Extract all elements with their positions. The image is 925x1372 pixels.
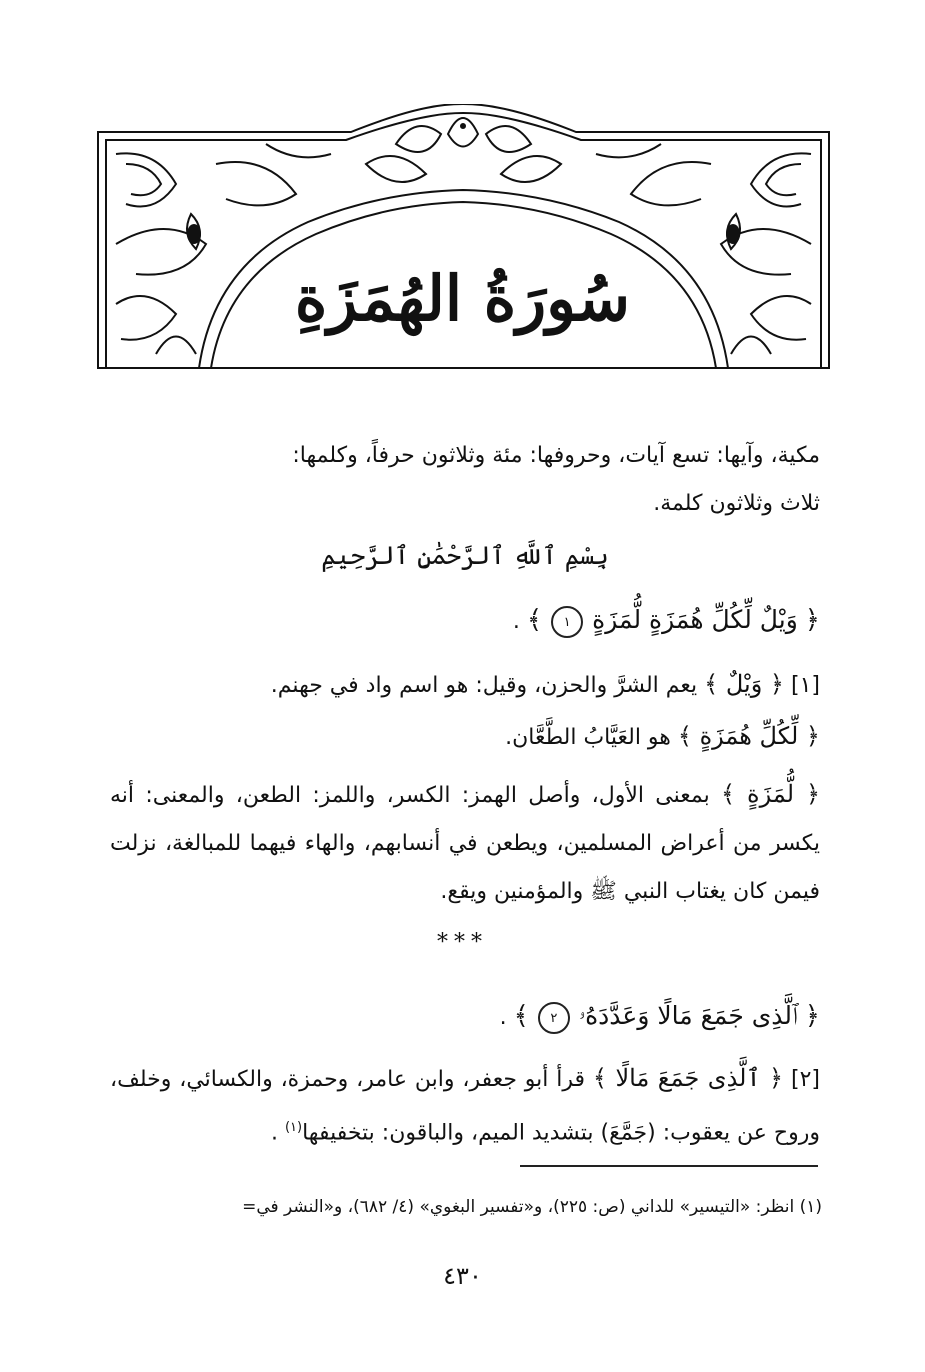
footnote-reference[interactable]: (١) <box>284 1120 303 1135</box>
commentary-2-paragraph <box>110 1054 820 1157</box>
footnote-text: انظر: «التيسير» للداني (ص: ٢٢٥)، و«تفسير البغوي» (٤/ ٦٨٢)، و«النشر في= <box>242 1197 795 1217</box>
intro-line-2: ثلاث وثلاثون كلمة. <box>653 491 820 516</box>
ayah-number-marker: ٢ <box>538 1002 570 1034</box>
verse-1 <box>110 596 820 646</box>
footnote <box>100 1193 822 1221</box>
footnote-divider <box>520 1165 818 1167</box>
verse-open-bracket: ﴿ <box>804 605 820 635</box>
basmala: بِسْمِ ٱللَّهِ ٱلرَّحْمَٰنِ ٱلرَّحِيمِ <box>321 541 609 570</box>
commentary-1-paragraph <box>110 770 820 916</box>
verse-1-end: . <box>512 609 520 634</box>
verse-2 <box>110 992 820 1042</box>
footnote-marker: (١) <box>799 1197 822 1217</box>
commentary-1-text-2: هو العَيَّابُ الطَّعَّان. <box>505 725 671 750</box>
verse-close-bracket: ﴾ <box>513 1001 529 1031</box>
commentary-1-paragraph-text: بمعنى الأول، وأصل الهمز: الكسر، واللمز: الطعن، والمعنى: أنه يكسر من أعراض المسلمين، ويطعن في أنسابهم، والهاء فيهما للمبالغة، نزلت فيمن كان يغتاب النبي ﷺ والمؤمنين ويقع. <box>110 783 820 904</box>
verse-close-bracket: ﴾ <box>526 605 543 635</box>
commentary-1-number: [١] <box>790 673 820 698</box>
commentary-1-quote-2: ﴿ لِّكُلِّ هُمَزَةٍ ﴾ <box>677 722 820 750</box>
section-separator: *** <box>437 930 488 955</box>
surah-title: سُورَةُ الهُمَزَةِ <box>294 262 631 335</box>
page-number: ٤٣٠ <box>443 1262 482 1290</box>
commentary-1-text: يعم الشرَّ والحزن، وقيل: هو اسم واد في جهنم. <box>270 673 698 698</box>
intro-line-1: مكية، وآيها: تسع آيات، وحروفها: مئة وثلاثون حرفاً، وكلمها: <box>292 443 820 468</box>
commentary-2-number: [٢] <box>790 1067 820 1092</box>
commentary-2-quote: ﴿ ٱلَّذِى جَمَعَ مَالًا ﴾ <box>592 1064 784 1092</box>
verse-2-end: . <box>499 1005 507 1030</box>
commentary-1-line-2 <box>110 712 820 762</box>
commentary-2-text: قرأ أبو جعفر، وابن عامر، وحمزة، والكسائي، وخلف، وروح عن يعقوب: (جَمَّعَ) بتشديد الميم، والباقون: بتخفيفها <box>110 1067 820 1146</box>
commentary-1-quote-3: ﴿ لُّمَزَةٍ ﴾ <box>721 780 821 808</box>
verse-open-bracket: ﴿ <box>804 1001 820 1031</box>
verse-2-text: ٱلَّذِى جَمَعَ مَالًا وَعَدَّدَهُۥ <box>578 1001 798 1030</box>
commentary-2-end: . <box>270 1120 278 1146</box>
commentary-1-quote: ﴿ وَيْلٌ ﴾ <box>704 670 784 698</box>
ayah-number-marker: ١ <box>551 606 583 638</box>
commentary-1-line-1 <box>110 660 820 710</box>
verse-1-text: وَيْلٌ لِّكُلِّ هُمَزَةٍ لُّمَزَةٍ <box>592 605 798 634</box>
